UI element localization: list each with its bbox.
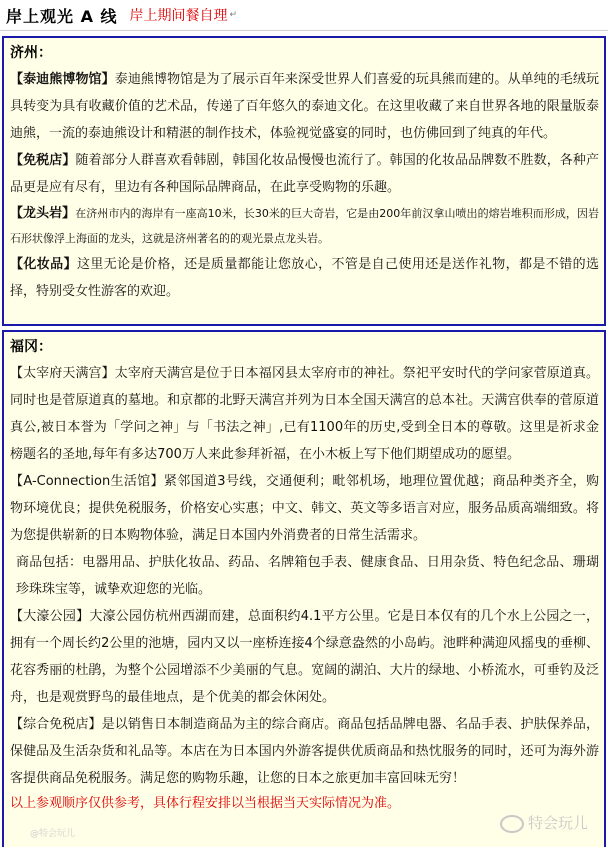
- attraction-name: 【泰迪熊博物馆】: [10, 72, 115, 87]
- attraction-paragraph: [10, 603, 599, 711]
- attraction-text: 在济州市内的海岸有一座高10米，长30米的巨大奇岩，它是由200年前汉拿山喷出的熔岩堆积而形成，因岩石形状像浮上海面的龙头，这就是济州著名的的观光景点龙头岩。: [10, 207, 599, 245]
- attraction-text: 这里无论是价格，还是质量都能让您放心，不管是自己使用还是送作礼物，都是不错的选择，特别受女性游客的欢迎。: [10, 257, 599, 299]
- attraction-paragraph: [10, 468, 599, 549]
- attraction-paragraph: [10, 147, 599, 201]
- meal-note: 岸上期间餐自理: [129, 8, 228, 24]
- attraction-paragraph: [10, 201, 599, 251]
- paragraph-mark-icon: ↵: [229, 10, 238, 20]
- city-heading-jeju: 济州：: [10, 45, 52, 61]
- city-heading-fukuoka: 福冈：: [10, 339, 52, 355]
- watermark-left: @特会玩儿: [30, 829, 76, 839]
- route-header: [0, 0, 608, 31]
- attraction-name: 【化妆品】: [10, 257, 77, 272]
- attraction-name: 【免税店】: [10, 153, 76, 168]
- attraction-text: 紧邻国道3号线，交通便利；毗邻机场，地理位置优越；商品种类齐全，购物环境优良；提供免税服务，价格安心实惠；中文、韩文、英文等多语言对应，服务品质高端细致。将为您提供崭新的日本购物体验，满足日本国内外消费者的日常生活需求。: [10, 474, 599, 543]
- schedule-notice: 以上参观顺序仅供参考，具体行程安排以当根据当天实际情况为准。: [10, 796, 401, 811]
- attraction-text: 太宰府天满宫是位于日本福冈县太宰府市的神社。祭祀平安时代的学问家菅原道真。同时也是菅原道真的墓地。和京都的北野天满宫并列为日本全国天满宫的总本社。天满宫供奉的菅原道真公,被日本誉为「学问之神」与「书法之神」,已有1100年的历史,受到全日本的尊敬。这里是祈求金榜题名的圣地,每年有多达700万人来此参拜祈福，在小木板上写下他们期望成功的愿望。: [10, 366, 599, 462]
- watermark-text: 特会玩儿: [527, 814, 588, 832]
- attraction-name: 【龙头岩】: [10, 206, 76, 221]
- attraction-paragraph: [10, 711, 599, 792]
- attraction-paragraph: [10, 360, 599, 468]
- attraction-text: 是以销售日本制造商品为主的综合商店。商品包括品牌电器、名品手表、护肤保养品，保健品及生活杂货和礼品等。本店在为日本国内外游客提供优质商品和热忱服务的同时，还可为海外游客提供商品免税服务。满足您的购物乐趣，让您的日本之旅更加丰富回味无穷！: [10, 717, 599, 786]
- watermark-right: [500, 812, 588, 833]
- attraction-name: 【综合免税店】: [10, 717, 102, 732]
- attraction-name: 【太宰府天满宫】: [10, 366, 115, 381]
- attraction-text: 随着部分人群喜欢看韩剧，韩国化妆品慢慢也流行了。韩国的化妆品品牌数不胜数，各种产品更是应有尽有，里边有各种国际品牌商品，在此享受购物的乐趣。: [10, 153, 599, 195]
- attraction-name: 【大濠公园】: [10, 609, 90, 624]
- chat-bubble-icon: [500, 815, 524, 833]
- attraction-paragraph: [10, 66, 599, 147]
- route-title: 岸上观光 A 线: [6, 6, 118, 26]
- attraction-text: 泰迪熊博物馆是为了展示百年来深受世界人们喜爱的玩具熊而建的。从单纯的毛绒玩具转变为具有收藏价值的艺术品，传递了百年悠久的泰迪文化。在这里收藏了来自世界各地的限量版泰迪熊，一流的泰迪熊设计和精湛的制作技术，体验视觉盛宴的同时，也仿佛回到了纯真的年代。: [10, 72, 599, 141]
- jeju-section: [2, 36, 606, 326]
- attraction-text: 大濠公园仿杭州西湖而建，总面积约4.1平方公里。它是日本仅有的几个水上公园之一，拥有一个周长约2公里的池塘，园内又以一座桥连接4个绿意盎然的小岛屿。池畔种满迎风摇曳的垂柳、花容秀丽的杜鹃，为整个公园增添不少美丽的气息。宽阔的湖泊、大片的绿地、小桥流水，可垂钓及泛舟，也是观赏野鸟的最佳地点，是个优美的都会休闲处。: [10, 609, 599, 705]
- attraction-name: 【A-Connection生活馆】: [10, 474, 164, 489]
- fukuoka-section: [2, 330, 606, 847]
- attraction-text: 商品包括：电器用品、护肤化妆品、药品、名牌箱包手表、健康食品、日用杂货、特色纪念品、珊瑚珍珠珠宝等，诚挚欢迎您的光临。: [16, 555, 599, 597]
- attraction-paragraph: [10, 251, 599, 305]
- product-list-paragraph: [10, 549, 599, 603]
